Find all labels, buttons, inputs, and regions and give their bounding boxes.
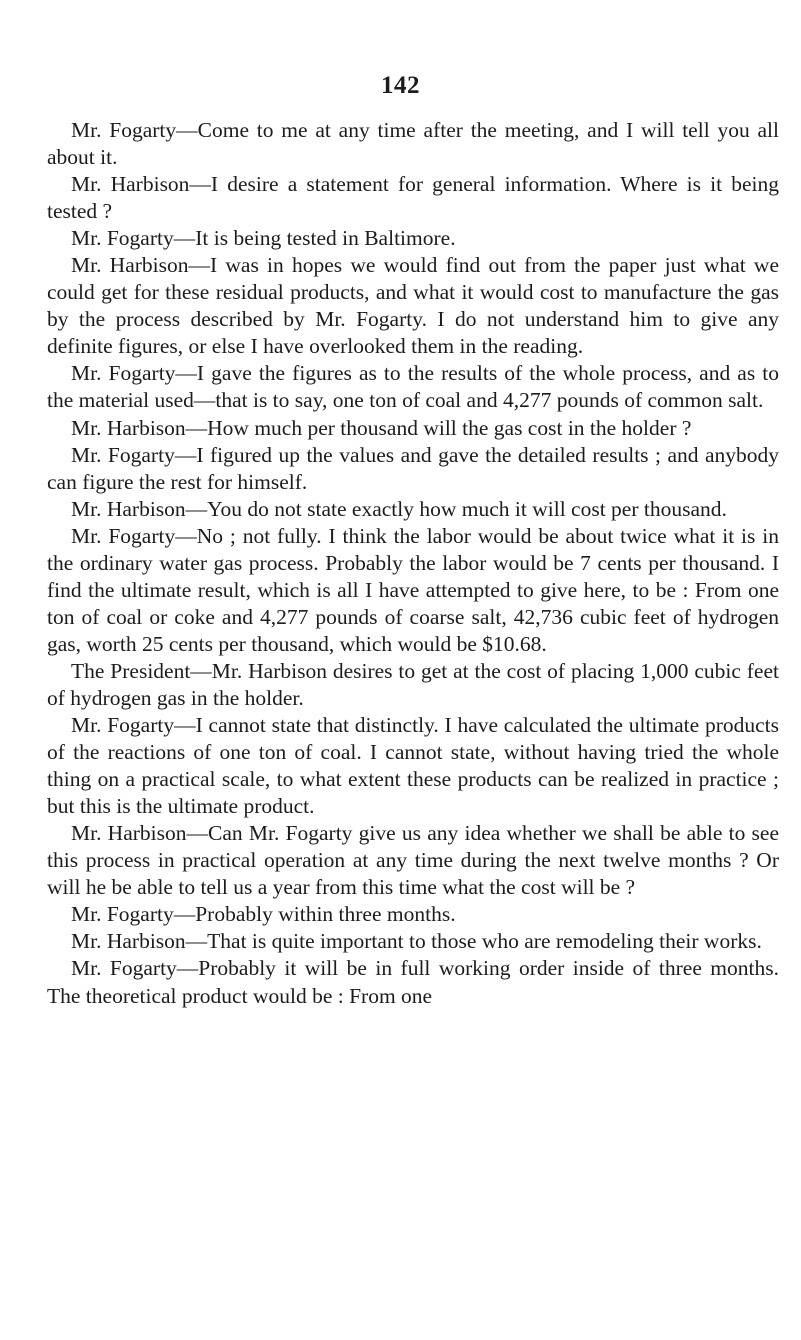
page-number: 142 [381, 72, 420, 99]
paragraph: Mr. Fogarty—Probably within three months. [71, 902, 456, 927]
paragraph: Mr. Fogarty—I figured up the values and gave the detailed results ; and anybody can figure the rest for himself. [47, 442, 779, 494]
paragraph: Mr. Harbison—Can Mr. Fogarty give us any idea whether we shall be able to see this process in practical operation at any time during the next twelve months ? Or will he be able to tell us a year from this time what the cost will be ? [47, 821, 779, 900]
paragraph: Mr. Fogarty—It is being tested in Baltimore. [71, 226, 456, 251]
paragraph: Mr. Harbison—How much per thousand will the gas cost in the holder ? [71, 415, 692, 440]
body-text [47, 117, 779, 1010]
paragraph: Mr. Harbison—You do not state exactly how much it will cost per thousand. [71, 496, 727, 521]
paragraph: The President—Mr. Harbison desires to get at the cost of placing 1,000 cubic feet of hydrogen gas in the holder. [47, 658, 779, 710]
paragraph: Mr. Harbison—I desire a statement for general information. Where is it being tested ? [47, 172, 779, 224]
paragraph: Mr. Harbison—That is quite important to those who are remodeling their works. [71, 929, 762, 954]
paragraph: Mr. Fogarty—I gave the figures as to the results of the whole process, and as to the material used—that is to say, one ton of coal and 4,277 pounds of common salt. [47, 361, 779, 413]
paragraph: Mr. Harbison—I was in hopes we would find out from the paper just what we could get for these residual products, and what it would cost to manufacture the gas by the process described by Mr. Fogarty. I do not understand him to give any definite figures, or else I have overlooked them in the reading. [47, 253, 779, 359]
paragraph: Mr. Fogarty—I cannot state that distinctly. I have calculated the ultimate products of the reactions of one ton of coal. I cannot state, without having tried the whole thing on a practical scale, to what extent these products can be realized in practice ; but this is the ultimate product. [47, 713, 779, 819]
paragraph: Mr. Fogarty—No ; not fully. I think the labor would be about twice what it is in the ordinary water gas process. Probably the labor would be 7 cents per thousand. I find the ultimate result, which is all I have attempted to give here, to be : From one ton of coal or coke and 4,277 pounds of coarse salt, 42,736 cubic feet of hydrogen gas, worth 25 cents per thousand, which would be $10.68. [47, 523, 779, 656]
paragraph: Mr. Fogarty—Probably it will be in full working order inside of three months. The theoretical product would be : From one [47, 956, 779, 1008]
paragraph: Mr. Fogarty—Come to me at any time after the meeting, and I will tell you all about it. [47, 118, 779, 170]
